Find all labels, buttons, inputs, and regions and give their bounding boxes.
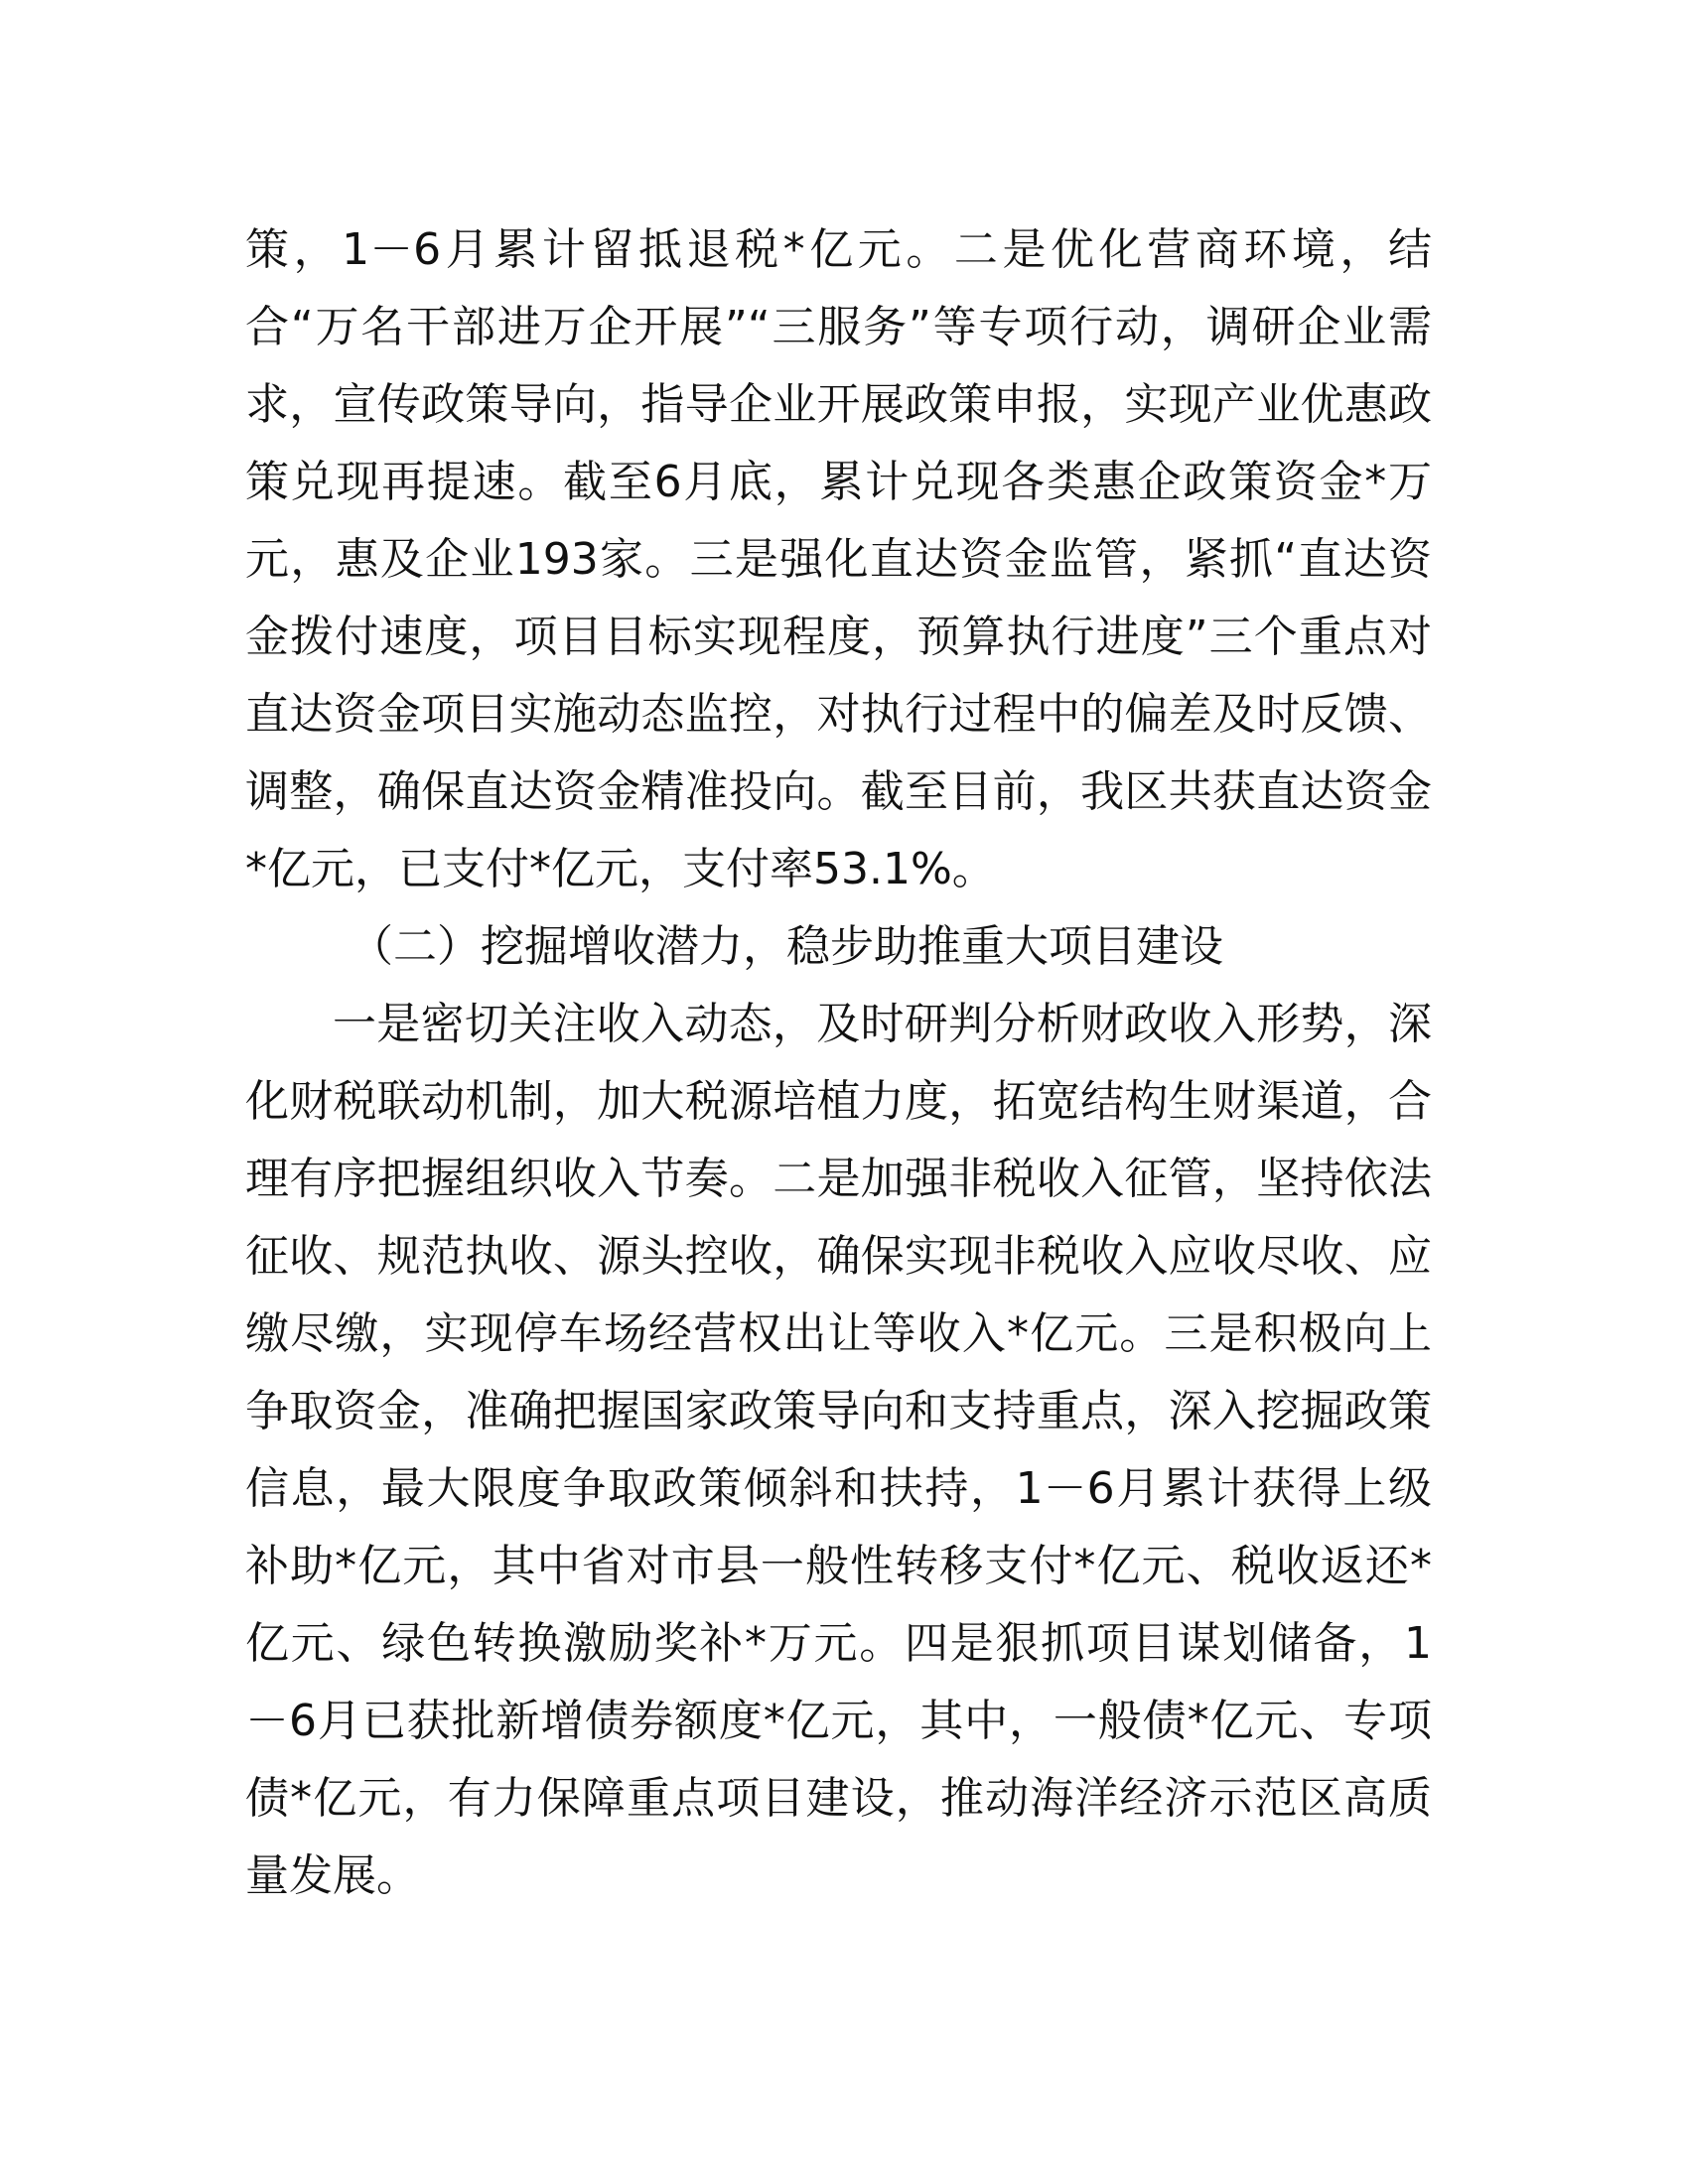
section-heading: （二）挖掘增收潜力，稳步助推重大项目建设 [350, 921, 1223, 972]
paragraph-line: 金拨付速度，项目目标实现程度，预算执行进度”三个重点对 [245, 612, 1432, 662]
paragraph-line: 求，宣传政策导向，指导企业开展政策申报，实现产业优惠政 [245, 379, 1432, 430]
paragraph-line: 信息，最大限度争取政策倾斜和扶持，1－6月累计获得上级 [245, 1463, 1432, 1514]
paragraph-2 [245, 986, 1432, 1915]
paragraph-line: 缴尽缴，实现停车场经营权出让等收入*亿元。三是积极向上 [245, 1308, 1432, 1359]
paragraph-line: 征收、规范执收、源头控收，确保实现非税收入应收尽收、应 [245, 1231, 1432, 1282]
paragraph-line: 调整，确保直达资金精准投向。截至目前，我区共获直达资金 [245, 766, 1432, 817]
paragraph-1 [245, 211, 1432, 908]
paragraph-line: 债*亿元，有力保障重点项目建设，推动海洋经济示范区高质 [245, 1773, 1432, 1824]
paragraph-line: 元，惠及企业193家。三是强化直达资金监管，紧抓“直达资 [245, 534, 1432, 585]
paragraph-line: 理有序把握组织收入节奏。二是加强非税收入征管，坚持依法 [245, 1154, 1432, 1204]
paragraph-line: 亿元、绿色转换激励奖补*万元。四是狠抓项目谋划储备，1 [245, 1618, 1432, 1669]
paragraph-line: 直达资金项目实施动态监控，对执行过程中的偏差及时反馈、 [245, 689, 1432, 740]
paragraph-line: 化财税联动机制，加大税源培植力度，拓宽结构生财渠道，合 [245, 1076, 1432, 1127]
paragraph-line: 补助*亿元，其中省对市县一般性转移支付*亿元、税收返还* [245, 1541, 1432, 1591]
paragraph-line: 一是密切关注收入动态，及时研判分析财政收入形势，深 [333, 999, 1432, 1049]
paragraph-line: 争取资金，准确把握国家政策导向和支持重点，深入挖掘政策 [245, 1386, 1432, 1436]
document-page [245, 211, 1432, 1915]
paragraph-line: *亿元，已支付*亿元，支付率53.1%。 [245, 844, 996, 894]
paragraph-line: 策，1－6月累计留抵退税*亿元。二是优化营商环境，结 [245, 224, 1432, 275]
paragraph-line: 合“万名干部进万企开展”“三服务”等专项行动，调研企业需 [245, 302, 1432, 352]
paragraph-line: 量发展。 [245, 1850, 420, 1901]
paragraph-line: －6月已获批新增债券额度*亿元，其中，一般债*亿元、专项 [245, 1696, 1432, 1746]
paragraph-line: 策兑现再提速。截至6月底，累计兑现各类惠企政策资金*万 [245, 457, 1432, 507]
